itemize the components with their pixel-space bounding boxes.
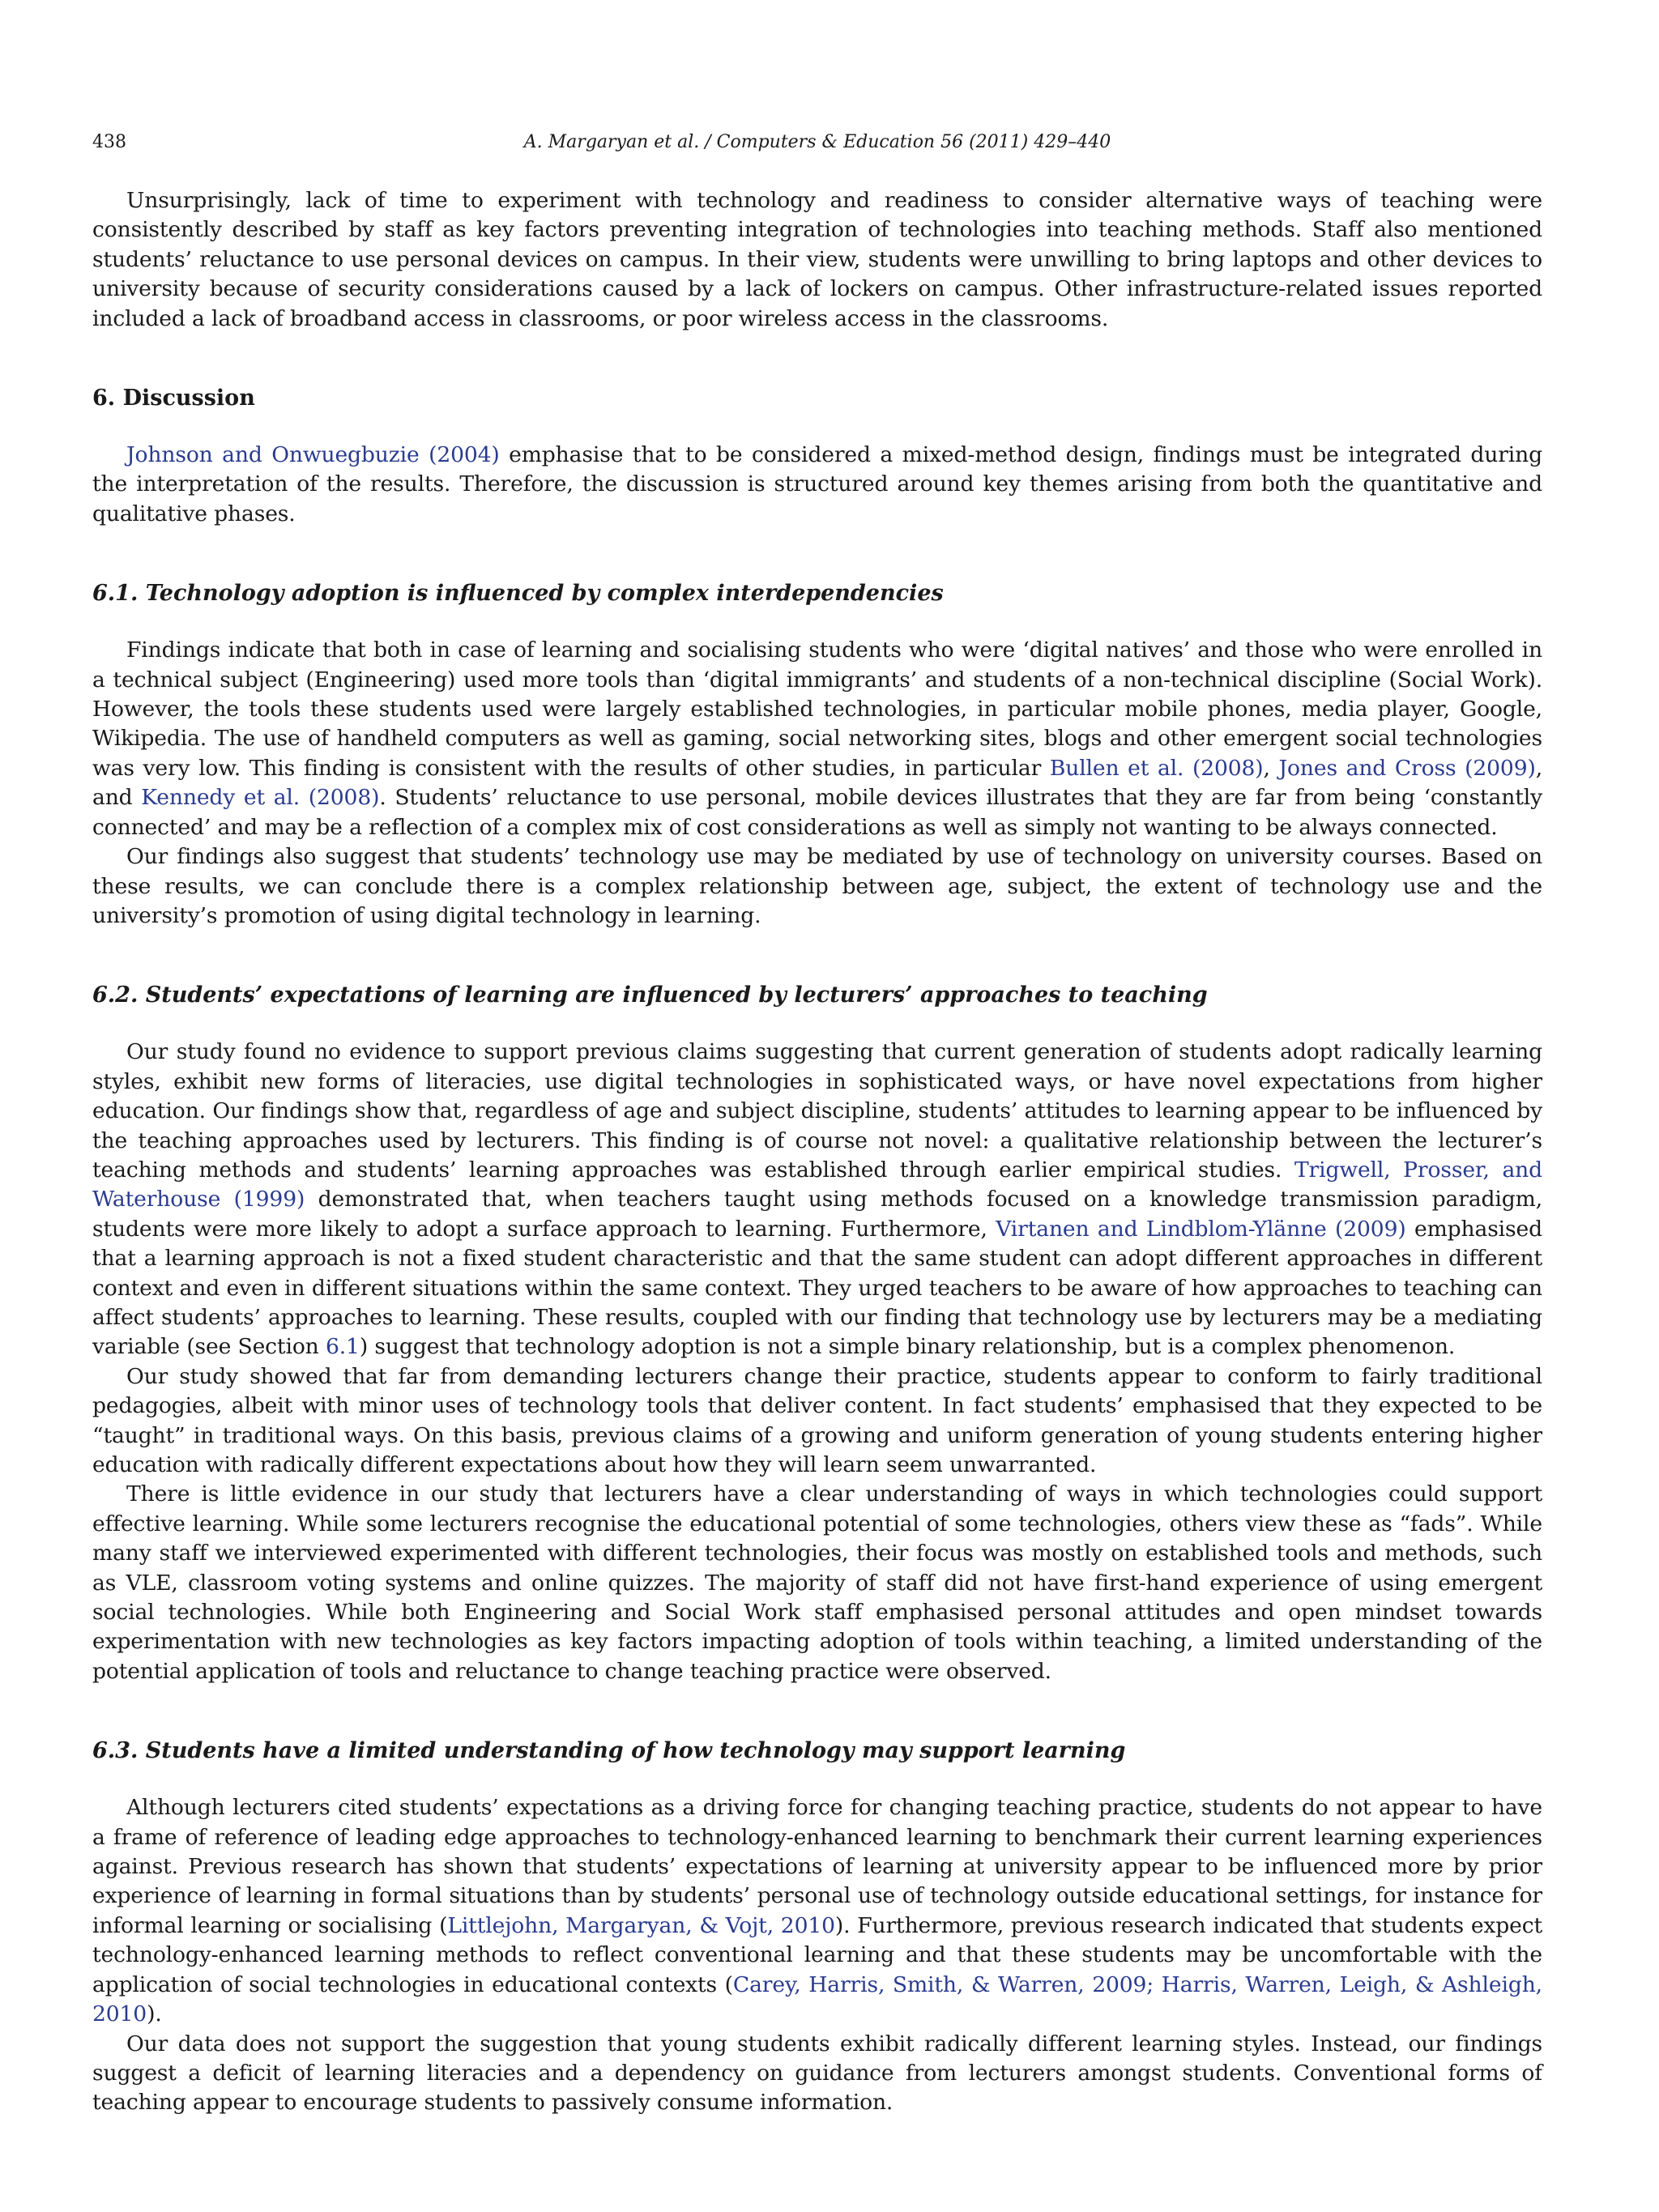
citation-link[interactable]: Jones and Cross (2009) [1278,755,1536,781]
subsection-6-1-paragraph-1 [92,636,1542,842]
subsection-6-2-paragraph-2: Our study showed that far from demanding lecturers change their practice, students appear to conform to fairly traditional pedagogies, albeit with minor uses of technology tools that deliver content. In fact students’ emphasised that they expected to be “taught” in traditional ways. On this basis, previous claims of a growing and uniform generation of young students entering higher education with radically different expectations about how they will learn seem unwarranted. [92,1363,1542,1477]
citation-link[interactable]: Littlejohn, Margaryan, & Vojt, 2010 [447,1912,835,1938]
citation-link[interactable]: Virtanen and Lindblom-Ylänne (2009) [996,1216,1406,1242]
paragraph-text: emphasised that a learning approach is not a fixed student characteristic and that the same student can adopt different approaches in different context and even in different situations within the same context. They urged teachers to be aware of how approaches to teaching can affect students’ approaches to learning. These results, coupled with our finding that technology use by lecturers may be a mediating variable (see Section [92,1216,1542,1360]
discussion-paragraph [92,441,1542,529]
subsection-6-2-paragraph-1 [92,1038,1542,1362]
paragraph-text: . Students’ reluctance to use personal, mobile devices illustrates that they are far from being ‘constantly connected’ and may be a reflection of a complex mix of cost considerations as well as simply not wanting to be always connected. [92,785,1542,840]
subsection-heading-6-2: 6.2. Students’ expectations of learning are influenced by lecturers’ approaches to teaching [92,982,1208,1008]
subsection-6-2-paragraph-3: There is little evidence in our study that lecturers have a clear understanding of ways in which technologies could support effective learning. While some lecturers recognise the educational potential of some technologies, others view these as “fads”. While many staff we interviewed experimented with different technologies, their focus was mostly on established tools and methods, such as VLE, classroom voting systems and online quizzes. The majority of staff did not have first-hand experience of using emergent social technologies. While both Engineering and Social Work staff emphasised personal attitudes and open mindset towards experimentation with new technologies as key factors impacting adoption of tools within teaching, a limited understanding of the potential application of tools and reluctance to change teaching practice were observed. [92,1481,1542,1684]
paragraph-text: ). Furthermore, previous research indicated that students expect technology-enhanced learning methods to reflect conventional learning and that these students may be uncomfortable with the application of social technologies in educational contexts ( [92,1912,1542,1997]
subsection-6-1-paragraph-2: Our findings also suggest that students’ technology use may be mediated by use of technology on university courses. Based on these results, we can conclude there is a complex relationship between age, subject, the extent of technology use and the university’s promotion of using digital technology in learning. [92,844,1542,928]
citation-link[interactable]: Kennedy et al. (2008) [141,785,380,811]
paragraph-text: , [1263,755,1279,781]
section-cross-reference-link[interactable]: 6.1 [325,1334,360,1360]
citation-link[interactable]: Johnson and Onwuegbuzie (2004) [126,442,500,468]
section-heading-discussion: 6. Discussion [92,386,255,411]
paragraph-text: Findings indicate that both in case of learning and socialising students who were ‘digital natives’ and those who were enrolled in a technical subject (Engineering) used more tools than ‘digital immigrants’ and students of a non-technical discipline (Social Work). However, the tools these students used were largely established technologies, in particular mobile phones, media player, Google, Wikipedia. The use of handheld computers as well as gaming, social networking sites, blogs and other emergent social technologies was very low. This finding is consistent with the results of other studies, in particular [92,637,1542,781]
subsection-6-3-paragraph-1 [92,1793,1542,2029]
paragraph-text: emphasise that to be considered a mixed-method design, findings must be integrated during the interpretation of the results. Therefore, the discussion is structured around key themes arising from both the quantitative and qualitative phases. [92,442,1543,526]
subsection-heading-6-1: 6.1. Technology adoption is influenced by complex interdependencies [92,581,944,607]
article-page [92,126,1542,2118]
subsection-6-3-paragraph-2: Our data does not support the suggestion that young students exhibit radically different learning styles. Instead, our findings suggest a deficit of learning literacies and a dependency on guidance from lecturers amongst students. Conventional forms of teaching appear to encourage students to passively consume information. [92,2031,1542,2116]
paragraph-text: ) suggest that technology adoption is not a simple binary relationship, but is a complex phenomenon. [359,1334,1456,1360]
subsection-heading-6-3: 6.3. Students have a limited understanding of how technology may support learning [92,1738,1126,1764]
intro-paragraph: Unsurprisingly, lack of time to experiment with technology and readiness to consider alternative ways of teaching were consistently described by staff as key factors preventing integration of technologies into teaching methods. Staff also mentioned students’ reluctance to use personal devices on campus. In their view, students were unwilling to bring laptops and other devices to university because of security considerations caused by a lack of lockers on campus. Other infrastructure-related issues reported included a lack of broadband access in classrooms, or poor wireless access in the classrooms. [92,188,1542,331]
citation-link[interactable]: Carey, Harris, Smith, & Warren, 2009; Harris, Warren, Leigh, & Ashleigh, 2010 [92,1971,1542,2027]
paragraph-text: , and [92,755,1542,811]
citation-link[interactable]: Bullen et al. (2008) [1049,755,1264,781]
paragraph-text: ). [147,2001,162,2027]
paragraph-text: demonstrated that, when teachers taught using methods focused on a knowledge transmission paradigm, students were more likely to adopt a surface approach to learning. Furthermore, [92,1187,1542,1242]
running-header [92,126,1542,159]
journal-reference: A. Margaryan et al. / Computers & Education 56 (2011) 429–440 [523,132,1111,152]
citation-link[interactable]: Trigwell, Prosser, and Waterhouse (1999) [92,1157,1543,1213]
paragraph-text: Although lecturers cited students’ expectations as a driving force for changing teaching practice, students do not appear to have a frame of reference of leading edge approaches to technology-enhanced learning to benchmark their current learning experiences against. Previous research has shown that students’ expectations of learning at university appear to be influenced more by prior experience of learning in formal situations than by students’ personal use of technology outside educational settings, for instance for informal learning or socialising ( [92,1795,1542,1938]
paragraph-text: Our study found no evidence to support previous claims suggesting that current generation of students adopt radically learning styles, exhibit new forms of literacies, use digital technologies in sophisticated ways, or have novel expectations from higher education. Our findings show that, regardless of age and subject discipline, students’ attitudes to learning appear to be influenced by the teaching approaches used by lecturers. This finding is of course not novel: a qualitative relationship between the lecturer’s teaching methods and students’ learning approaches was established through earlier empirical studies. [92,1039,1542,1183]
page-number: 438 [92,132,126,152]
